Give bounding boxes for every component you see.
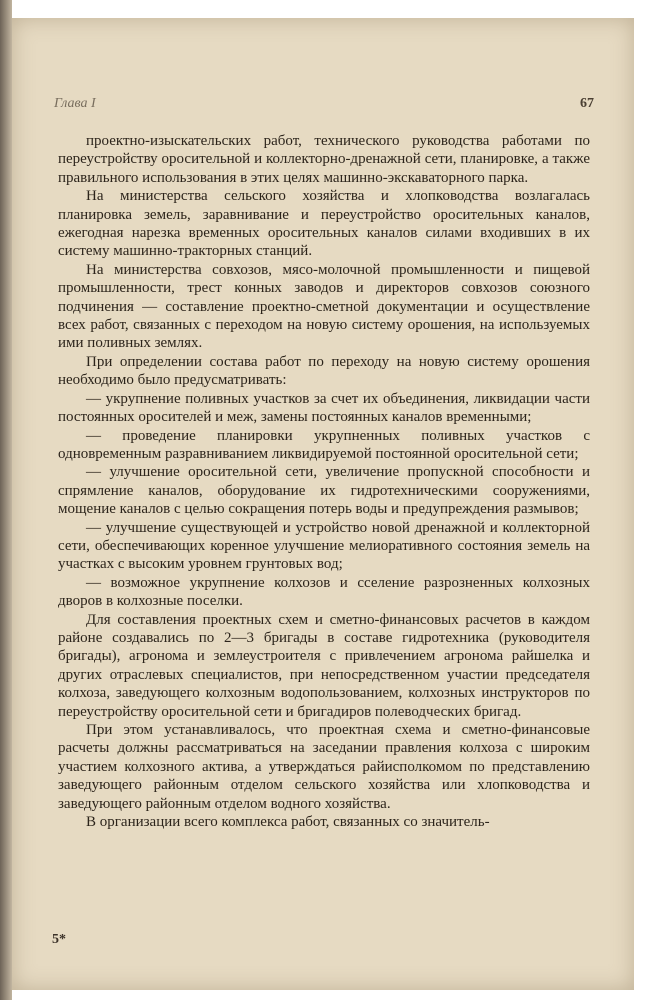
paragraph: При определении состава работ по переходу на новую систему орошения необходимо было предусматривать: (58, 353, 590, 389)
paragraph: На министерства сельского хозяйства и хлопководства возлагалась планировка земель, заравнивание и переустройство оросительных каналов, ежегодная нарезка временных оросительных каналов силами входивших в их систему машинно-тракторных станций. (58, 188, 590, 260)
signature-mark: 5* (52, 932, 66, 947)
list-item: — возможное укрупнение колхозов и сселение разрозненных колхозных дворов в колхозные поселки. (58, 574, 590, 610)
book-gutter (0, 0, 12, 1000)
paragraph: Для составления проектных схем и сметно-финансовых расчетов в каждом районе создавались по 2—3 бригады в составе гидротехника (руководителя бригады), агронома и землеустроителя с привлечением агронома райшелка и других отраслевых специалистов, при непосредственном участии председателя колхоза, заведующего колхозным водопользованием, колхозных инструкторов по переустройству оросительной сети и бригадиров полеводческих бригад. (58, 611, 590, 720)
paragraph: На министерства совхозов, мясо-молочной промышленности и пищевой промышленности, трест конных заводов и директоров совхозов союзного подчинения — составление проектно-сметной документации и осуществление всех работ, связанных с переходом на новую систему орошения, на используемых ими поливных землях. (58, 261, 590, 352)
list-item: — улучшение существующей и устройство новой дренажной и коллекторной сети, обеспечивающих коренное улучшение мелиоративного состояния земель на участках с высоким уровнем грунтовых вод; (58, 519, 590, 573)
page-number: 67 (580, 96, 594, 111)
paragraph: В организации всего комплекса работ, связанных со значитель- (86, 814, 490, 831)
paragraph: При этом устанавливалось, что проектная схема и сметно-финансовые расчеты должны рассматриваться на заседании правления колхоза с широким участием колхозного актива, а утверждаться райисполкомом по представлению заведующего районным отделом сельского хозяйства или хлопководства и заведующего районным отделом водного хозяйства. (58, 722, 590, 812)
paragraph: проектно-изыскательских работ, технического руководства работами по переустройству оросительной и коллекторно-дренажной сети, планировке, а также правильного использования в этих целях машинно-экскаваторного парка. (58, 133, 590, 186)
list-item: — проведение планировки укрупненных поливных участков с одновременным разравниванием ликвидируемой постоянной оросительной сети; (58, 427, 590, 462)
scan-margin (634, 0, 646, 1000)
list-item: — улучшение оросительной сети, увеличение пропускной способности и спрямление каналов, оборудование их гидротехническими сооружениями, мощение каналов с целью сокращения потерь воды и предупреждения размывов; (58, 464, 590, 518)
running-title: Глава I (54, 96, 96, 111)
list-item: — укрупнение поливных участков за счет их объединения, ликвидации части постоянных оросителей и меж, замены постоянных каналов временными; (58, 390, 590, 426)
page-header (54, 96, 594, 116)
body-text (58, 132, 590, 831)
